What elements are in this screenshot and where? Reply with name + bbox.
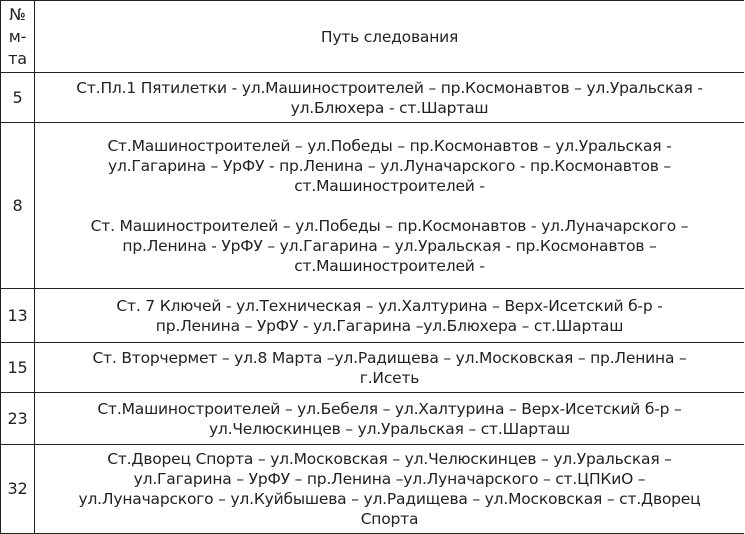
route-path-line: ст.Машиностроителей - <box>294 176 485 195</box>
route-path-line: Спорта <box>360 510 419 528</box>
table-row <box>1 289 745 343</box>
route-path-line: Ст.Машиностроителей – ул.Бебеля – ул.Халтурина – Верх-Исетский б-р – <box>97 399 682 418</box>
route-path <box>35 445 745 534</box>
route-number-header <box>1 1 35 73</box>
route-path-line: ст.Машиностроителей - <box>294 256 485 275</box>
route-path-line: г.Исеть <box>359 368 420 387</box>
route-path-header-label: Путь следования <box>320 27 459 46</box>
route-path-line: Ст.Машиностроителей – ул.Победы – пр.Космонавтов – ул.Уральская - <box>107 136 672 155</box>
route-path-line: Ст. Машиностроителей – ул.Победы – пр.Космонавтов - ул.Луначарского – <box>90 216 689 235</box>
route-number-header-line: № <box>9 4 26 24</box>
route-number-header-line: та <box>8 48 27 68</box>
route-path-line: Ст.Дворец Спорта – ул.Московская – ул.Челюскинцев – ул.Уральская – <box>107 450 672 468</box>
table-row <box>1 393 745 445</box>
route-path-line: Ст. 7 Ключей - ул.Техническая – ул.Халтурина – Верх-Исетский б-р - <box>116 296 663 315</box>
route-path <box>35 123 745 289</box>
route-path-text <box>35 78 744 118</box>
table-row <box>1 343 745 393</box>
route-path-text <box>35 399 744 439</box>
route-path <box>35 289 745 343</box>
route-path-text <box>35 449 744 529</box>
route-path-line: ул.Челюскинцев – ул.Уральская – ст.Шарташ <box>208 419 571 438</box>
table-row <box>1 123 745 289</box>
route-number: 8 <box>1 123 35 289</box>
route-number: 13 <box>1 289 35 343</box>
route-path <box>35 343 745 393</box>
route-path-line: Ст. Вторчермет – ул.8 Марта –ул.Радищева – ул.Московская – пр.Ленина – <box>92 348 687 367</box>
route-path-text <box>35 348 744 388</box>
route-path-line: ул.Луначарского – ул.Куйбышева – ул.Радищева – ул.Московская – ст.Дворец <box>78 490 701 508</box>
table-header-row <box>1 1 745 73</box>
table-row <box>1 445 745 534</box>
route-path-header <box>35 1 745 73</box>
route-path-line: пр.Ленина – УрФУ - ул.Гагарина –ул.Блюхера – ст.Шарташ <box>155 316 624 335</box>
route-number: 5 <box>1 73 35 123</box>
table-row <box>1 73 745 123</box>
route-path-line: Ст.Пл.1 Пятилетки - ул.Машиностроителей – пр.Космонавтов – ул.Уральская - <box>76 78 703 97</box>
route-number: 23 <box>1 393 35 445</box>
route-path-line: ул.Блюхера - ст.Шарташ <box>290 98 489 117</box>
route-number-header-line: м- <box>8 26 27 46</box>
route-path-line: ул.Гагарина – УрФУ - пр.Ленина – ул.Луначарского - пр.Космонавтов – <box>108 156 671 175</box>
route-number: 32 <box>1 445 35 534</box>
route-path-text <box>35 136 744 276</box>
routes-table-body <box>1 1 745 534</box>
route-number: 15 <box>1 343 35 393</box>
route-path-line: ул.Гагарина – УрФУ – пр.Ленина –ул.Луначарского – ст.ЦПКиО – <box>133 470 646 488</box>
route-segment-gap <box>41 196 738 216</box>
route-path-text <box>35 296 744 336</box>
route-path <box>35 73 745 123</box>
route-path <box>35 393 745 445</box>
route-path-line: пр.Ленина - УрФУ – ул.Гагарина – ул.Уральская - пр.Космонавтов – <box>122 236 657 255</box>
